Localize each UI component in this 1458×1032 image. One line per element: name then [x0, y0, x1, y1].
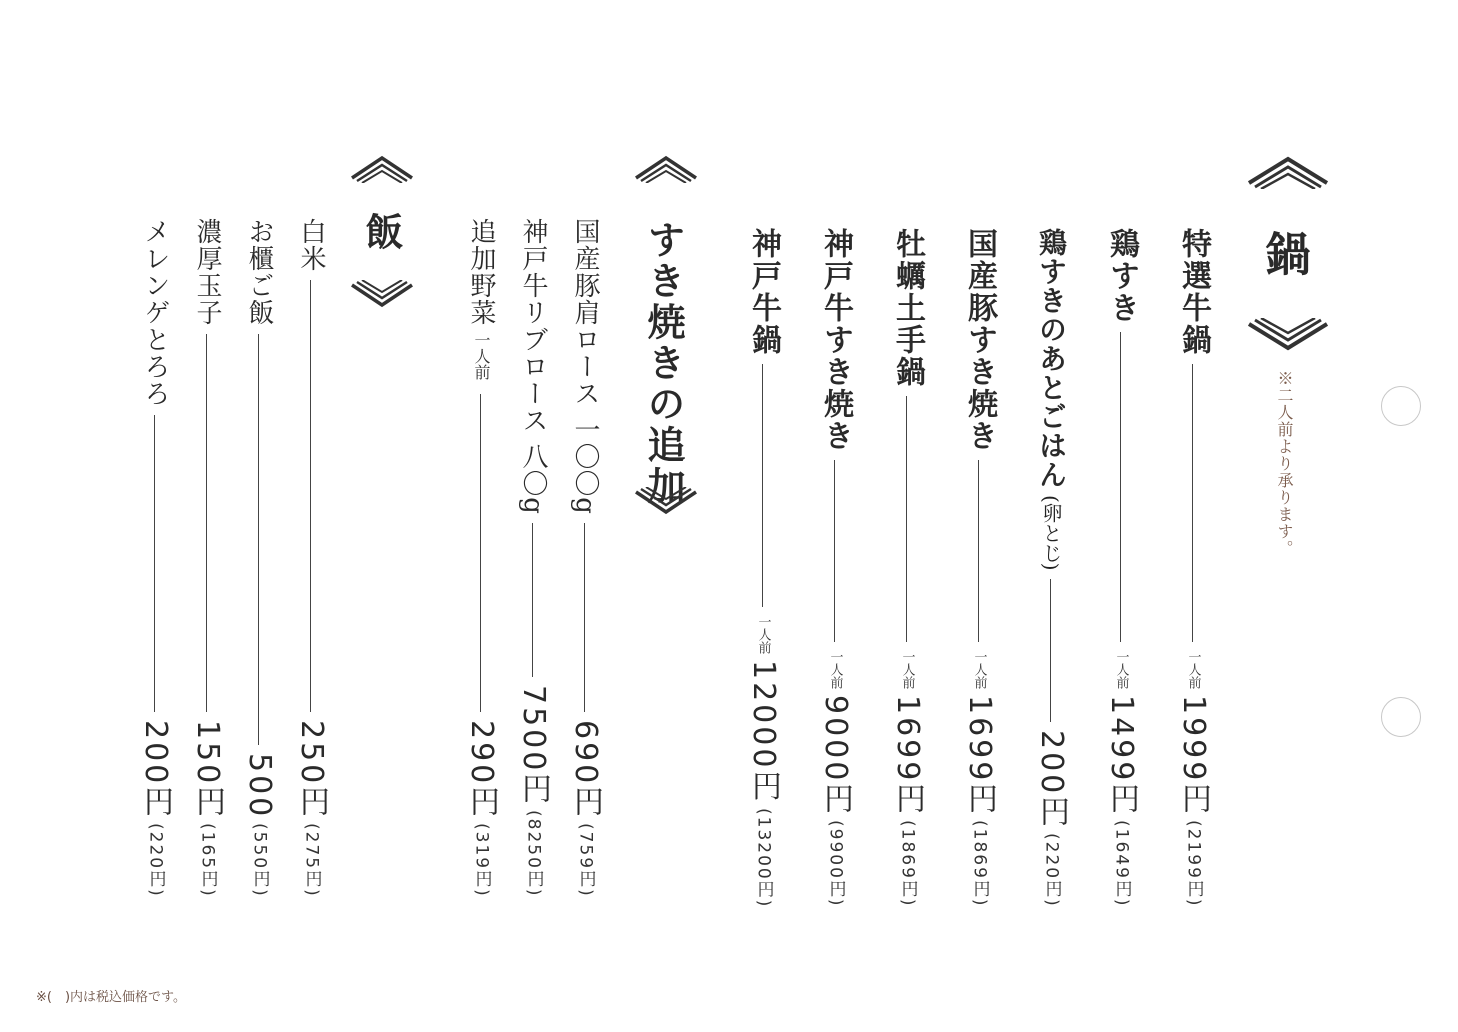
item-price: 1699円	[890, 695, 925, 817]
item-name: 国産豚すき焼き	[962, 228, 997, 452]
leader-line	[480, 394, 482, 712]
item-tax-price: (1869円)	[897, 820, 918, 908]
item-tax-price: (8250円)	[523, 810, 544, 898]
chevron-down-ornament-icon	[350, 280, 414, 310]
item-name: お櫃ご飯	[244, 218, 274, 326]
item-tax-price: (275円)	[301, 823, 322, 898]
item-tax-price: (319円)	[471, 823, 492, 898]
item-tax-price: (9900円)	[825, 820, 846, 908]
menu-item-hakumai	[294, 218, 329, 898]
menu-item-kobegyu-ribrosu	[516, 218, 551, 898]
item-price: 200円	[1034, 730, 1069, 830]
item-tax-price: (1649円)	[1111, 820, 1132, 908]
item-name: 鶏すき	[1104, 228, 1139, 324]
item-name: 神戸牛すき焼き	[818, 228, 853, 452]
binder-hole-bottom	[1381, 697, 1421, 737]
item-name: 追加野菜	[466, 218, 496, 326]
item-price: 150円	[190, 720, 225, 820]
item-price: 690円	[568, 720, 603, 820]
item-tax-price: (220円)	[1041, 833, 1062, 908]
item-serving: 一人前	[971, 650, 987, 690]
chevron-down-ornament-icon	[634, 487, 698, 517]
item-name: 国産豚肩ロース 一〇〇g	[570, 218, 600, 515]
section-title-sukiyaki-add: すき焼きの追加	[641, 220, 686, 507]
item-note: (卵とじ)	[1039, 495, 1063, 571]
tax-footnote: ※( )内は税込価格です。	[36, 990, 186, 1005]
item-serving: 一人前	[899, 650, 915, 690]
item-price: 250円	[294, 720, 329, 820]
leader-line	[258, 334, 260, 745]
item-tax-price: (759円)	[575, 823, 596, 898]
menu-item-kokusan-buta-sukiyaki	[962, 228, 997, 908]
menu-item-tokusen-gyunabe	[1176, 228, 1211, 908]
menu-item-tsuika-yasai	[464, 218, 499, 898]
leader-line	[206, 334, 208, 712]
menu-item-ohitsu-gohan	[242, 218, 277, 898]
leader-line	[310, 280, 312, 712]
chevron-up-ornament-icon	[1247, 153, 1329, 189]
item-price: 12000円	[746, 660, 781, 804]
menu-item-kobegyu-nabe	[746, 228, 781, 908]
leader-line	[532, 523, 534, 677]
leader-line	[834, 460, 836, 642]
section-title-nabe: 鍋	[1258, 230, 1312, 280]
chevron-up-ornament-icon	[350, 153, 414, 183]
menu-item-kobegyu-sukiyaki	[818, 228, 853, 908]
item-price: 290円	[464, 720, 499, 820]
item-name: 神戸牛リブロース 八〇g	[518, 218, 548, 515]
item-price: 1499円	[1104, 695, 1139, 817]
menu-item-noko-tamago	[190, 218, 225, 898]
item-name: 白米	[296, 218, 326, 272]
leader-line	[906, 396, 908, 642]
leader-line	[762, 364, 764, 607]
item-name: 特選牛鍋	[1176, 228, 1211, 356]
item-price: 200円	[138, 720, 173, 820]
item-name: メレンゲとろろ	[140, 218, 170, 407]
menu-item-kaki-dotenabe	[890, 228, 925, 908]
chevron-down-ornament-icon	[1247, 318, 1329, 356]
leader-line	[584, 523, 586, 712]
item-price: 1999円	[1176, 695, 1211, 817]
item-name: 鶏すきのあとごはん	[1035, 228, 1068, 489]
menu-item-kokusan-butakata-rosu	[568, 218, 603, 898]
menu-item-torisuki-atogohan	[1034, 228, 1069, 908]
section-title-meshi: 飯	[359, 212, 404, 253]
leader-line	[154, 415, 156, 712]
item-price: 1699円	[962, 695, 997, 817]
item-name: 濃厚玉子	[192, 218, 222, 326]
menu-item-merenge-tororo	[138, 218, 173, 898]
item-price: 500	[242, 753, 277, 820]
item-name: 牡蠣土手鍋	[890, 228, 925, 388]
item-price: 9000円	[818, 695, 853, 817]
item-tax-price: (550円)	[249, 823, 270, 898]
binder-hole-top	[1381, 386, 1421, 426]
item-serving: 一人前	[1185, 650, 1201, 690]
item-name: 神戸牛鍋	[746, 228, 781, 356]
item-tax-price: (13200円)	[753, 807, 774, 908]
leader-line	[1192, 364, 1194, 642]
item-tax-price: (220円)	[145, 823, 166, 898]
item-serving: 一人前	[1113, 650, 1129, 690]
item-price: 7500円	[516, 685, 551, 807]
item-serving: 一人前	[755, 615, 771, 655]
leader-line	[978, 460, 980, 642]
item-serving: 一人前	[472, 332, 491, 380]
chevron-up-ornament-icon	[634, 153, 698, 183]
leader-line	[1050, 579, 1052, 722]
leader-line	[1120, 332, 1122, 642]
item-tax-price: (2199円)	[1183, 820, 1204, 908]
item-tax-price: (1869円)	[969, 820, 990, 908]
item-tax-price: (165円)	[197, 823, 218, 898]
order-note: ※二人前より承ります。	[1275, 370, 1294, 557]
item-serving: 一人前	[827, 650, 843, 690]
menu-item-torisuki	[1104, 228, 1139, 908]
